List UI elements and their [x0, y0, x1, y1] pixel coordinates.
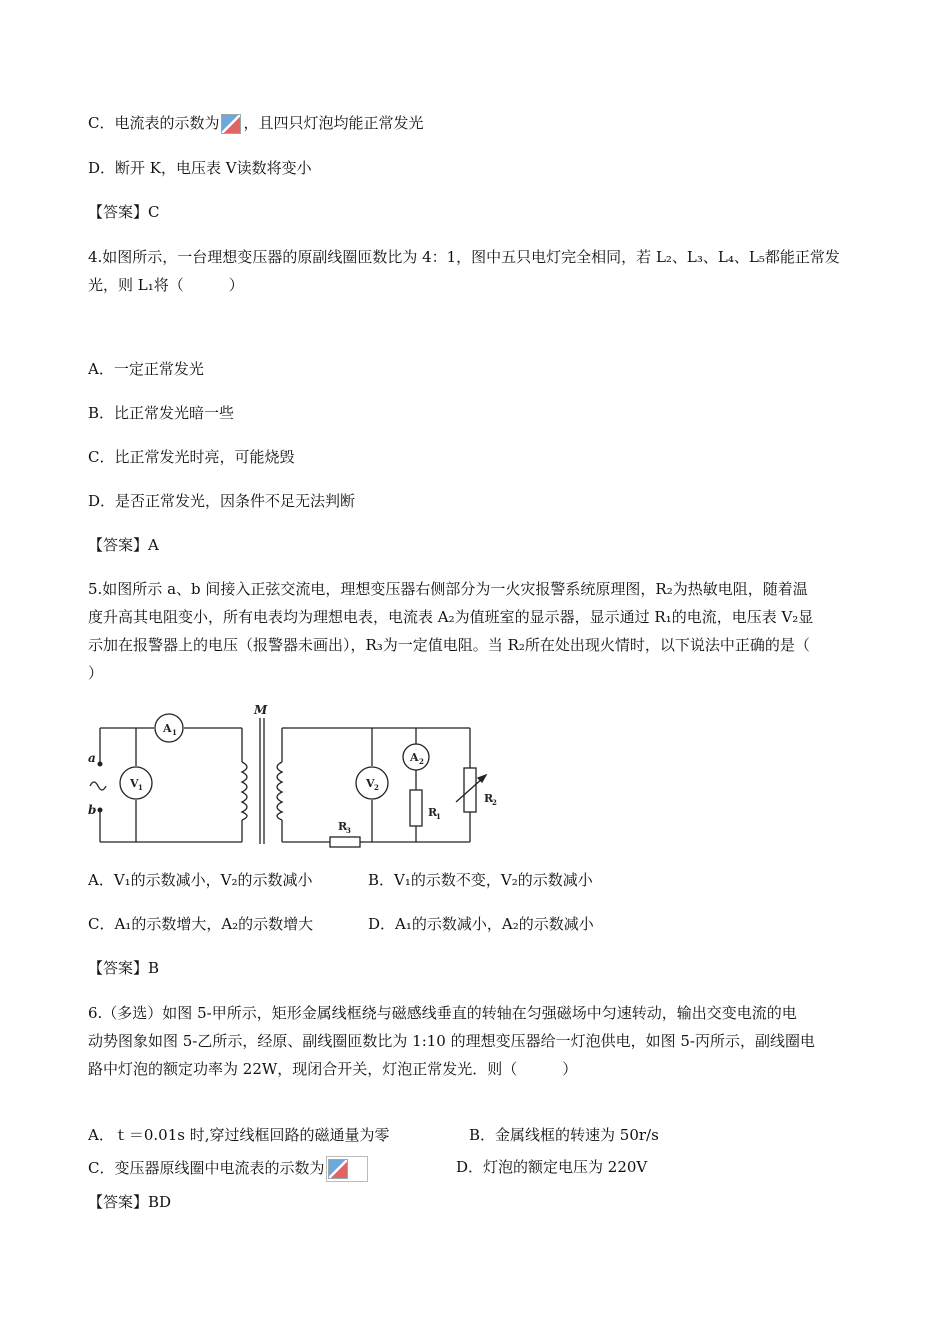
q6-option-c — [88, 1156, 368, 1182]
q3-option-d: D．断开 K，电压表 V读数将变小 — [88, 159, 312, 177]
q6-option-a: A．ｔ＝0.01s 时,穿过线框回路的磁通量为零 — [88, 1126, 390, 1144]
q6-stem-line1: 6.（多选）如图 5-甲所示，矩形金属线框绕与磁感线垂直的转轴在匀强磁场中匀速转动，输出交变电流的电 — [88, 1004, 797, 1022]
q3-option-c-text: C．电流表的示数为 — [88, 114, 220, 132]
r2-sub: 2 — [492, 798, 497, 807]
q4-stem-line2: 光，则 L₁将（ ） — [88, 276, 244, 294]
q5-stem-line2: 度升高其电阻变小，所有电表均为理想电表，电流表 A₂为值班室的显示器，显示通过 R₁的电流，电压表 V₂显 — [88, 608, 814, 626]
q5-stem-line3: 示加在报警器上的电压（报警器未画出），R₃为一定值电阻。当 R₂所在处出现火情时，以下说法中正确的是（ — [88, 636, 810, 654]
v1-label: V — [130, 777, 139, 790]
v1-sub: 1 — [138, 783, 143, 792]
q6-stem-line2: 动势图象如图 5-乙所示，经原、副线圈匝数比为 1:10 的理想变压器给一灯泡供电，如图 5-丙所示，副线圈电 — [88, 1032, 815, 1050]
q6-option-d: D．灯泡的额定电压为 220V — [456, 1158, 648, 1176]
r1-label: R — [428, 806, 438, 819]
terminal-a-label: a — [88, 751, 96, 765]
q5-option-a: A．V₁的示数减小，V₂的示数减小 — [88, 871, 313, 889]
a2-label: A — [410, 751, 419, 764]
r3-label: R — [338, 820, 348, 833]
q3-answer: 【答案】C — [88, 203, 160, 221]
q5-option-b: B．V₁的示数不变，V₂的示数减小 — [368, 871, 593, 889]
q5-answer: 【答案】B — [88, 959, 160, 977]
q4-stem-line1: 4.如图所示，一台理想变压器的原副线圈匝数比为 4：1，图中五只电灯完全相同，若 L₂、L₃、L₄、L₅都能正常发 — [88, 248, 840, 266]
q5-stem-line4: ） — [88, 664, 104, 682]
q3-option-c-text-post: ，且四只灯泡均能正常发光 — [243, 114, 424, 132]
r3-sub: 3 — [346, 826, 351, 835]
r1-sub: 1 — [436, 812, 441, 821]
q4-option-d: D．是否正常发光，因条件不足无法判断 — [88, 492, 356, 510]
q5-option-c: C．A₁的示数增大，A₂的示数增大 — [88, 915, 314, 933]
q4-option-c: C．比正常发光时亮，可能烧毁 — [88, 448, 295, 466]
a2-sub: 2 — [419, 757, 424, 766]
r2-label: R — [484, 792, 494, 805]
broken-image-icon — [326, 1156, 368, 1182]
a1-label: A — [163, 722, 172, 735]
q4-answer: 【答案】A — [88, 536, 159, 554]
q5-stem-line1: 5.如图所示 a、b 间接入正弦交流电，理想变压器右侧部分为一火灾报警系统原理图，R₂为热敏电阻，随着温 — [88, 580, 808, 598]
q4-option-a: A．一定正常发光 — [88, 360, 204, 378]
q4-option-b: B．比正常发光暗一些 — [88, 404, 235, 422]
resistor-r1-icon — [410, 790, 422, 826]
v2-label: V — [366, 777, 375, 790]
q5-circuit-diagram — [84, 702, 504, 852]
q3-option-c — [88, 112, 424, 134]
q5-option-d: D．A₁的示数减小，A₂的示数减小 — [368, 915, 594, 933]
q6-option-c-text: C．变压器原线圈中电流表的示数为 — [88, 1159, 325, 1177]
q6-option-b: B．金属线框的转速为 50r/s — [469, 1126, 659, 1144]
broken-image-icon — [221, 114, 241, 134]
a1-sub: 1 — [172, 728, 177, 737]
v2-sub: 2 — [374, 783, 379, 792]
core-m-label: M — [254, 703, 268, 717]
resistor-r3-icon — [330, 837, 360, 847]
q6-stem-line3: 路中灯泡的额定功率为 22W，现闭合开关，灯泡正常发光．则（ ） — [88, 1060, 578, 1078]
q6-answer: 【答案】BD — [88, 1193, 172, 1211]
terminal-b-label: b — [88, 803, 97, 817]
